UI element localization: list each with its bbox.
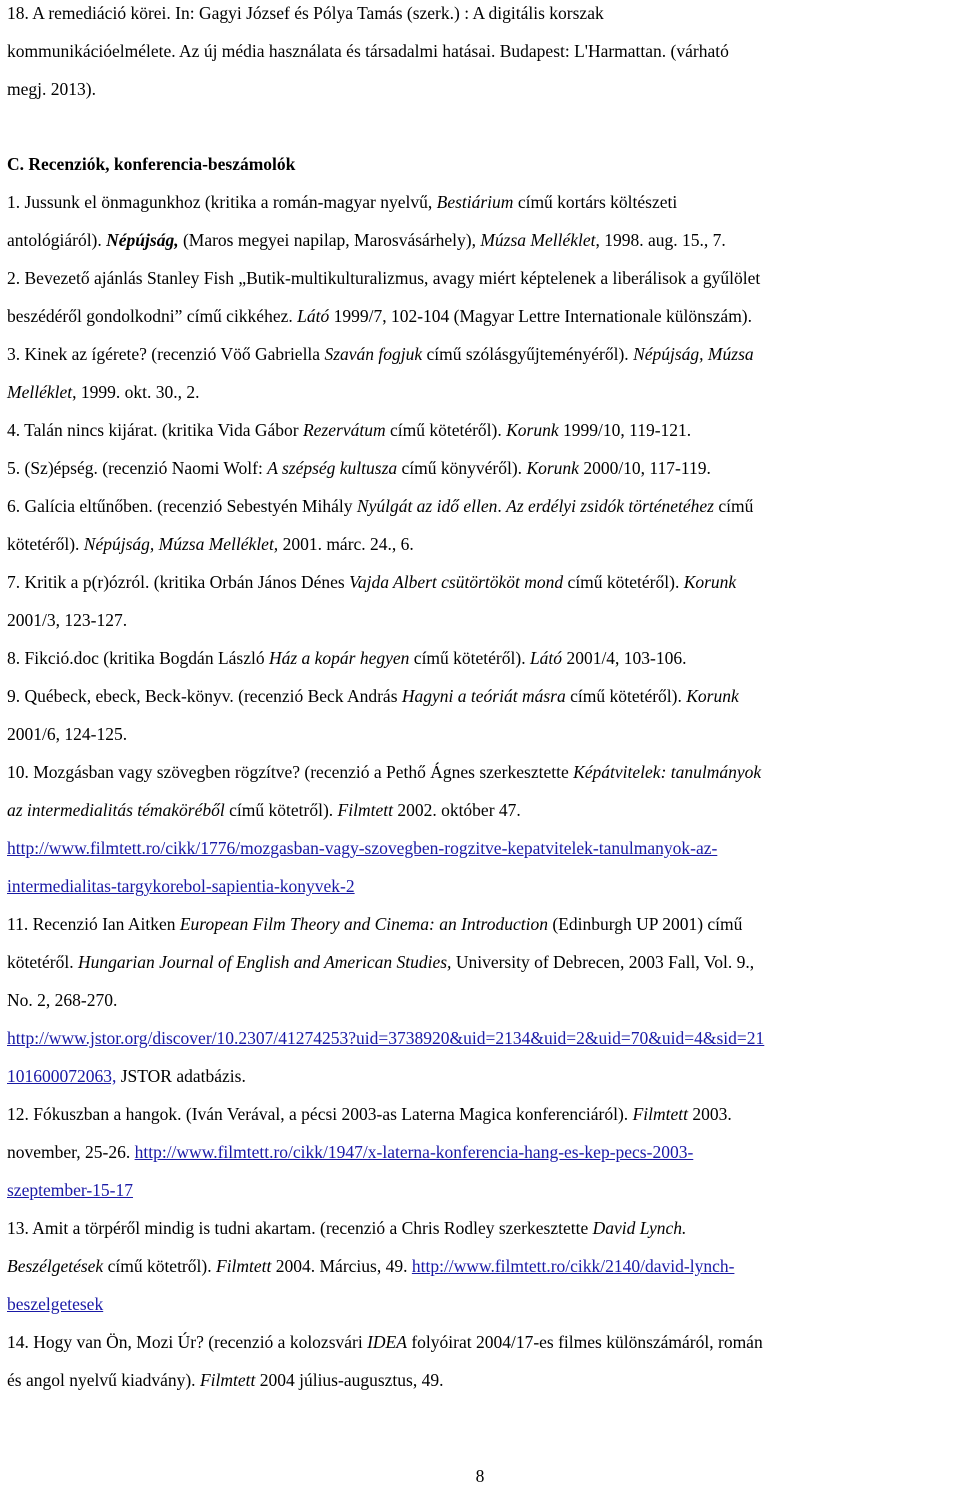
entry-18-line-1: 18. A remediáció körei. In: Gagyi József és Pólya Tamás (szerk.) : A digitális korszak [7,3,604,23]
entry-6-line-2: kötetéről). Népújság, Múzsa Melléklet, 2001. márc. 24., 6. [7,534,414,554]
entry-7-line-2: 2001/3, 123-127. [7,610,128,630]
entry-1-line-2: antológiáról). Népújság, (Maros megyei napilap, Marosvásárhely), Múzsa Melléklet, 1998. aug. 15., 7. [7,230,726,250]
entry-11-link-line-2: 101600072063, JSTOR adatbázis. [7,1066,246,1086]
filmtett-link-1776-cont[interactable]: intermedialitas-targykorebol-sapientia-konyvek-2 [7,876,355,896]
entry-11-line-3: No. 2, 268-270. [7,990,118,1010]
entry-6-line-1: 6. Galícia eltűnőben. (recenzió Sebestyén Mihály Nyúlgát az idő ellen. Az erdélyi zsidók történetéhez című [7,496,754,516]
entry-2-line-2: beszédéről gondolkodni” című cikkéhez. Látó 1999/7, 102-104 (Magyar Lettre Internationale különszám). [7,306,753,326]
entry-2-line-1: 2. Bevezető ajánlás Stanley Fish „Butik-multikulturalizmus, avagy miért képtelenek a liberálisok a gyűlölet [7,268,761,288]
filmtett-link-2140[interactable]: http://www.filmtett.ro/cikk/2140/david-lynch- [411,1256,735,1276]
entry-3-line-2: Melléklet, 1999. okt. 30., 2. [7,382,200,402]
filmtett-link-2140-cont[interactable]: beszelgetesek [7,1294,104,1314]
entry-10-line-1: 10. Mozgásban vagy szövegben rögzítve? (recenzió a Pethő Ágnes szerkesztette Képátvitelek: tanulmányok [7,762,762,782]
entry-10-link-line-2 [7,875,355,897]
jstor-link-cont[interactable]: 101600072063, [7,1066,117,1086]
filmtett-link-1947-cont[interactable]: szeptember-15-17 [7,1180,133,1200]
entry-14-line-2: és angol nyelvű kiadvány). Filmtett 2004 július-augusztus, 49. [7,1370,444,1390]
entry-3-line-1: 3. Kinek az ígérete? (recenzió Vöő Gabriella Szaván fogjuk című szólásgyűjteményéről). Népújság, Múzsa [7,344,754,364]
entry-18-line-3: megj. 2013). [7,79,96,99]
entry-18-line-2: kommunikációelmélete. Az új média használata és társadalmi hatásai. Budapest: L'Harmattan. (várható [7,41,729,61]
filmtett-link-1776[interactable]: http://www.filmtett.ro/cikk/1776/mozgasban-vagy-szovegben-rogzitve-kepatvitelek-tanulmanyok-az- [7,838,718,858]
entry-11-link-line-1 [7,1027,764,1049]
entry-13-line-3 [7,1293,103,1315]
entry-12-line-3 [7,1179,133,1201]
entry-8: 8. Fikció.doc (kritika Bogdán László Ház a kopár hegyen című kötetéről). Látó 2001/4, 103-106. [7,648,687,668]
entry-11-line-1: 11. Recenzió Ian Aitken European Film Theory and Cinema: an Introduction (Edinburgh UP 2001) című [7,914,743,934]
entry-5: 5. (Sz)épség. (recenzió Naomi Wolf: A szépség kultusza című könyvéről). Korunk 2000/10, 117-119. [7,458,711,478]
filmtett-link-1947[interactable]: http://www.filmtett.ro/cikk/1947/x-laterna-konferencia-hang-es-kep-pecs-2003- [134,1142,694,1162]
entry-1-line-1: 1. Jussunk el önmagunkhoz (kritika a román-magyar nyelvű, Bestiárium című kortárs költészeti [7,192,678,212]
entry-7-line-1: 7. Kritik a p(r)ózról. (kritika Orbán János Dénes Vajda Albert csütörtököt mond című kötetéről). Korunk [7,572,737,592]
entry-13-line-1: 13. Amit a törpéről mindig is tudni akartam. (recenzió a Chris Rodley szerkesztette David Lynch. [7,1218,687,1238]
entry-12-line-2: november, 25-26. http://www.filmtett.ro/cikk/1947/x-laterna-konferencia-hang-es-kep-pecs-2003- [7,1142,694,1162]
entry-9-line-1: 9. Québeck, ebeck, Beck-könyv. (recenzió Beck András Hagyni a teóriát másra című kötetéről). Korunk [7,686,739,706]
entry-10-line-2: az intermedialitás témaköréből című kötetről). Filmtett 2002. október 47. [7,800,521,820]
entry-10-link-line-1 [7,837,717,859]
entry-11-line-2: kötetéről. Hungarian Journal of English and American Studies, University of Debrecen, 2003 Fall, Vol. 9., [7,952,755,972]
entry-12-line-1: 12. Fókuszban a hangok. (Iván Verával, a pécsi 2003-as Laterna Magica konferenciáról). Filmtett 2003. [7,1104,732,1124]
entry-13-line-2: Beszélgetések című kötetről). Filmtett 2004. Március, 49. http://www.filmtett.ro/cikk/2140/david-lynch- [7,1256,735,1276]
entry-4: 4. Talán nincs kijárat. (kritika Vida Gábor Rezervátum című kötetéről). Korunk 1999/10, 119-121. [7,420,692,440]
section-heading: C. Recenziók, konferencia-beszámolók [7,154,296,174]
page-number: 8 [475,1466,485,1486]
entry-14-line-1: 14. Hogy van Ön, Mozi Úr? (recenzió a kolozsvári IDEA folyóirat 2004/17-es filmes különszámáról, román [7,1332,763,1352]
jstor-link[interactable]: http://www.jstor.org/discover/10.2307/41274253?uid=3738920&uid=2134&uid=2&uid=70&uid=4&sid=21 [7,1028,765,1048]
entry-9-line-2: 2001/6, 124-125. [7,724,128,744]
